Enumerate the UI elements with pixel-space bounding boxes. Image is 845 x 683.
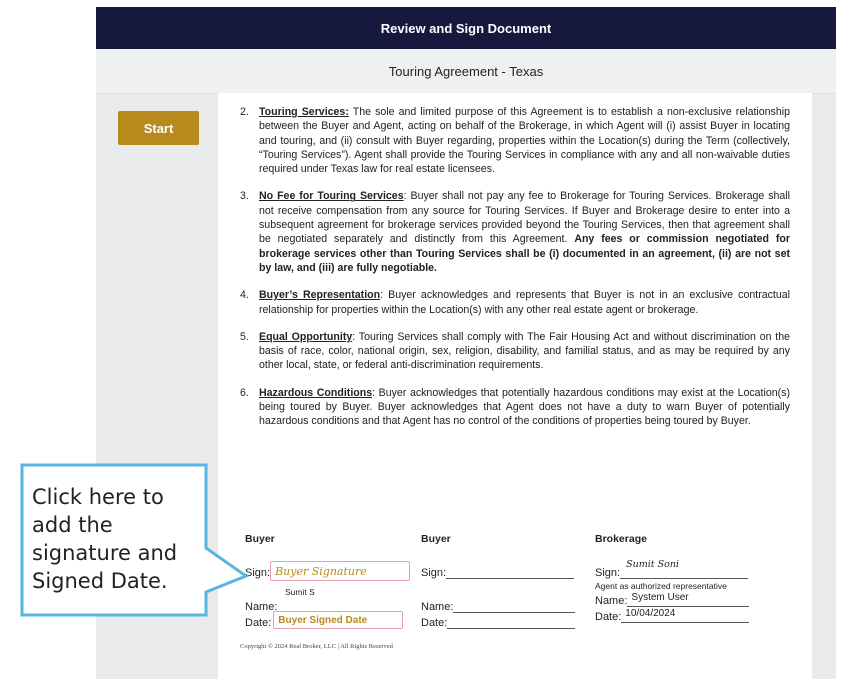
buyer-date-row: [245, 613, 415, 629]
clause-number: 3.: [240, 190, 249, 203]
buyer2-date-row: [421, 613, 581, 629]
name-label: Name:: [595, 595, 628, 607]
clause-4: [240, 288, 790, 317]
clause-heading: Buyer’s Representation: [259, 289, 381, 302]
document-title-bar: [96, 49, 836, 94]
clause-2: [240, 105, 790, 176]
buyer2-signature-line: [446, 562, 574, 579]
clause-3: [240, 189, 790, 275]
date-label: Date:: [245, 617, 272, 629]
clause-number: 2.: [240, 106, 249, 118]
clause-body: The sole and limited purpose of this Agreement is to establish a non-exclusive relationship between the Buyer and Agent, acting on behalf of the Brokerage, in which Agent will (i) assist Buyer in locating and touring, and (ii) consult with Buyer regarding, properties within the Location(s) during the Term (collectively, “Touring Services”). Agent shall provide the Touring Services in compliance with any and all non-waivable duties required under Texas law for real estate licensees.: [259, 106, 790, 176]
buyer2-name-line: [453, 600, 575, 613]
brokerage-date-line: [621, 610, 749, 623]
name-label: Name:: [245, 601, 278, 613]
buyer-sign-row: [245, 559, 415, 579]
clause-body: : Buyer acknowledges and represents that Buyer is not in an exclusive contractual relationship for properties within the Location(s) with any other real estate agent or brokerage.: [259, 289, 790, 316]
name-label: Name:: [421, 601, 454, 613]
sign-label: Sign:: [421, 567, 447, 579]
buyer-signed-date-field[interactable]: [273, 611, 403, 629]
document-page: [218, 93, 812, 679]
callout-text: Click here to add the signature and Signed Date.: [32, 485, 178, 593]
signature-callout: [20, 463, 254, 617]
brokerage-name-row: [595, 593, 775, 607]
sign-label: Sign:: [595, 567, 621, 579]
copyright-notice: Copyright © 2024 Real Broker, LLC | All Rights Reserved: [240, 643, 393, 650]
buyer-signature-field[interactable]: [270, 561, 410, 581]
clause-body: : Buyer shall not pay any fee to Brokerage for Touring Services. Brokerage shall not receive compensation from any source for Touring Services. If Buyer and Brokerage desire to enter into a subsequent agreement for brokerage services provided beyond the Touring Services, then that agreement shall be negotiated separately and distinctly from this Agreement.: [259, 190, 791, 246]
brokerage-signature-line: [620, 559, 748, 579]
brokerage-signature-value: Sumit Soni: [626, 559, 679, 570]
clause-text: [259, 105, 790, 176]
authorized-rep-note: Agent as authorized representative: [595, 581, 727, 591]
buyer2-column-title: Buyer: [421, 533, 451, 545]
buyer-name-value: Sumit S: [285, 587, 315, 597]
clause-heading: Equal Opportunity: [259, 330, 353, 343]
brokerage-signature-column: [595, 533, 775, 623]
clause-heading: Touring Services:: [259, 106, 349, 118]
buyer-signature-column: [245, 533, 415, 629]
brokerage-sign-row: [595, 559, 775, 579]
document-title: Touring Agreement - Texas: [388, 63, 544, 79]
buyer-column-title: Buyer: [245, 533, 275, 545]
clause-heading: Hazardous Conditions: [259, 386, 373, 399]
clause-6: [240, 386, 790, 429]
modal-title: Review and Sign Document: [380, 20, 552, 36]
buyer-signature-placeholder: Buyer Signature: [275, 564, 367, 578]
date-label: Date:: [595, 611, 622, 623]
buyer2-sign-row: [421, 559, 581, 579]
clause-heading: No Fee for Touring Services: [259, 190, 404, 203]
clause-number: 5.: [240, 330, 249, 343]
buyer-date-placeholder: Buyer Signed Date: [278, 614, 368, 626]
brokerage-name-line: [627, 594, 749, 607]
start-button[interactable]: Start: [118, 111, 199, 145]
date-label: Date:: [421, 617, 448, 629]
clause-text: [259, 330, 790, 373]
brokerage-date-value: 10/04/2024: [625, 608, 676, 619]
clause-number: 6.: [240, 386, 249, 399]
clause-text: [259, 386, 790, 429]
buyer2-name-row: [421, 599, 581, 613]
clauses-list: [240, 105, 790, 442]
clause-text: [259, 288, 790, 317]
clause-text: [259, 189, 790, 275]
brokerage-date-row: [595, 607, 775, 623]
clause-body: : Buyer acknowledges that potentially hazardous conditions may exist at the Location(s) being toured by Buyer. Buyer acknowledges that Agent does not have a duty to warn Buyer of potentially hazardous conditions and that Agent has no control of the conditions of properties being toured by Buyer.: [259, 386, 790, 428]
brokerage-name-value: System User: [631, 592, 689, 603]
clause-body: : Touring Services shall comply with The Fair Housing Act and without discrimination on the basis of race, color, national origin, sex, religion, disability, and familial status, and as may be required by any other local, state, or federal anti-discrimination requirements.: [259, 330, 790, 372]
sign-label: Sign:: [245, 567, 271, 579]
clause-bold-text: Any fees or commission negotiated for brokerage services other than Touring Services shall be (i) documented in an agreement, (ii) are not set by law, and (iii) are fully negotiable.: [259, 233, 790, 274]
buyer2-date-line: [447, 616, 575, 629]
modal-header: [96, 7, 836, 49]
clause-5: [240, 330, 790, 373]
clause-number: 4.: [240, 289, 249, 302]
brokerage-column-title: Brokerage: [595, 533, 647, 545]
buyer2-signature-column: [421, 533, 581, 629]
